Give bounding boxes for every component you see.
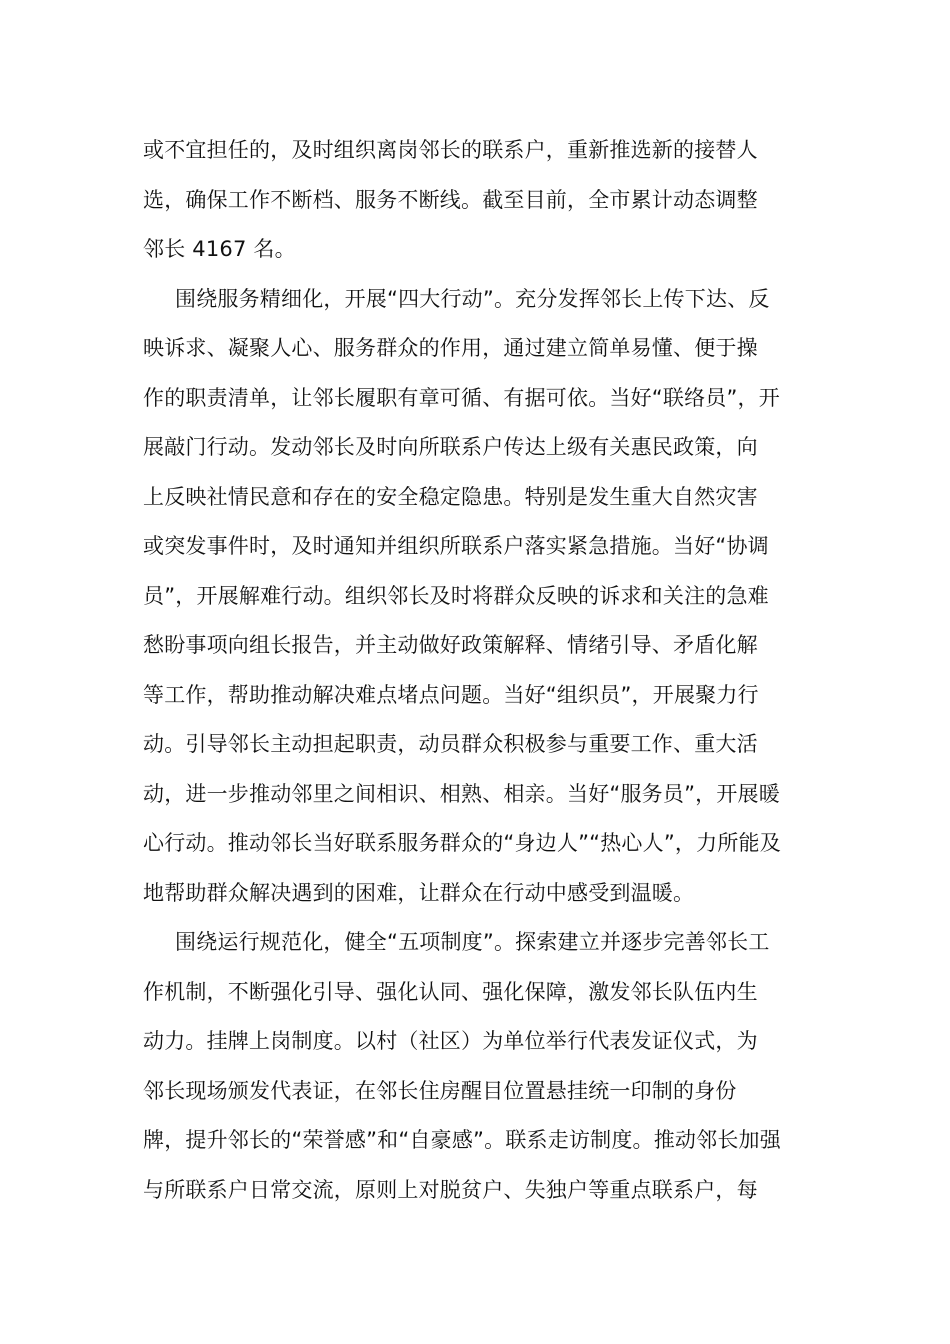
text-line: 等工作，帮助推动解决难点堵点问题。当好“组织员”，开展聚力行 [143, 682, 759, 707]
text-line: 动。引导邻长主动担起职责，动员群众积极参与重要工作、重大活 [143, 732, 758, 756]
text-line: 愁盼事项向组长报告，并主动做好政策解释、情绪引导、矛盾化解 [143, 633, 758, 657]
text-line: 映诉求、凝聚人心、服务群众的作用，通过建立简单易懂、便于操 [143, 336, 758, 360]
text-line: 或不宜担任的，及时组织离岗邻长的联系户，重新推选新的接替人 [143, 138, 758, 162]
paragraph-start-line: 围绕服务精细化，开展“四大行动”。充分发挥邻长上传下达、反 [175, 286, 770, 311]
text-line: 作机制，不断强化引导、强化认同、强化保障，激发邻长队伍内生 [143, 979, 758, 1004]
paragraph-start-line: 围绕运行规范化，健全“五项制度”。探索建立并逐步完善邻长工 [175, 930, 770, 954]
text-line: 作的职责清单，让邻长履职有章可循、有据可依。当好“联络员”，开 [143, 385, 780, 410]
text-line: 动，进一步推动邻里之间相识、相熟、相亲。当好“服务员”，开展暖 [143, 781, 780, 806]
text-line: 与所联系户日常交流，原则上对脱贫户、失独户等重点联系户，每 [143, 1177, 758, 1202]
text-line: 动力。挂牌上岗制度。以村（社区）为单位举行代表发证仪式，为 [143, 1029, 758, 1053]
text-line: 员”，开展解难行动。组织邻长及时将群众反映的诉求和关注的急难 [143, 583, 769, 608]
text-line: 牌，提升邻长的“荣誉感”和“自豪感”。联系走访制度。推动邻长加强 [143, 1128, 781, 1152]
text-line: 上反映社情民意和存在的安全稳定隐患。特别是发生重大自然灾害 [143, 484, 758, 509]
body-text [143, 126, 809, 1215]
text-line: 邻长现场颁发代表证，在邻长住房醒目位置悬挂统一印制的身份 [143, 1078, 737, 1103]
text-line: 或突发事件时，及时通知并组织所联系户落实紧急措施。当好“协调 [143, 534, 769, 558]
text-line: 展敲门行动。发动邻长及时向所联系户传达上级有关惠民政策，向 [143, 435, 758, 459]
text-line: 心行动。推动邻长当好联系服务群众的“身边人”“热心人”，力所能及 [143, 831, 781, 855]
text-line: 选，确保工作不断档、服务不断线。截至目前，全市累计动态调整 [143, 187, 758, 212]
text-line: 邻长 4167 名。 [143, 237, 296, 261]
text-line: 地帮助群众解决遇到的困难，让群众在行动中感受到温暖。 [143, 880, 695, 905]
